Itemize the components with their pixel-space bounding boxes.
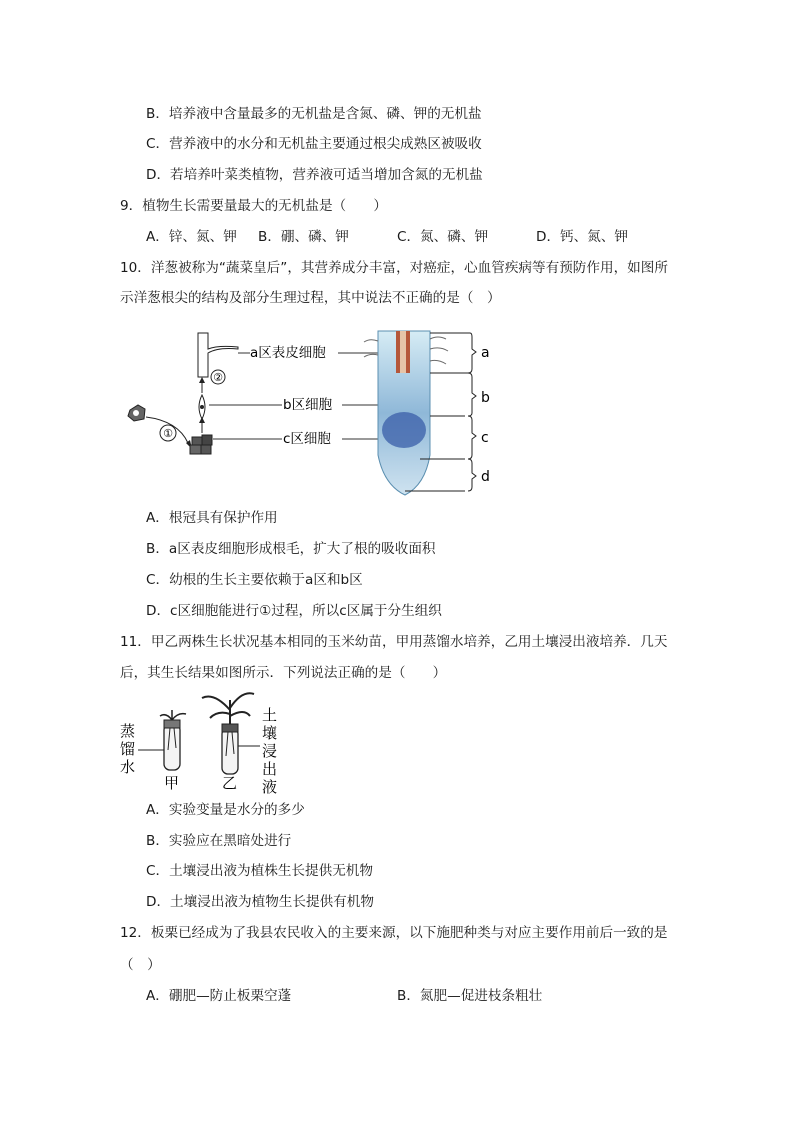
q8-option-c: C．营养液中的水分和无机盐主要通过根尖成熟区被吸收 <box>146 136 482 152</box>
q8-option-d: D．若培养叶菜类植物，营养液可适当增加含氮的无机盐 <box>146 167 483 183</box>
q9-stem: 9．植物生长需要量最大的无机盐是（ ） <box>120 198 387 214</box>
large-seedling-icon <box>202 693 254 724</box>
q10-stem-line2: 示洋葱根尖的结构及部分生理过程，其中说法不正确的是（ ） <box>120 290 501 306</box>
q11-stem-line2: 后，其生长结果如图所示．下列说法正确的是（ ） <box>120 665 447 681</box>
left-label-char-2: 馏 <box>120 740 136 758</box>
c-cell-label: c区细胞 <box>283 431 331 447</box>
circle-1-label: ① <box>163 427 173 440</box>
right-label-char-3: 浸 <box>262 742 278 760</box>
dividing-cells-icon <box>190 435 212 454</box>
q11-option-d: D．土壤浸出液为植物生长提供有机物 <box>146 894 374 910</box>
zone-d-label: d <box>481 469 490 485</box>
seedling-figure <box>114 690 304 794</box>
tube-jia <box>164 724 180 770</box>
single-cell-icon <box>128 405 145 421</box>
q12-option-a: A．硼肥—防止板栗空蓬 <box>146 988 292 1004</box>
q9-option-a: A．锌、氮、钾 <box>146 229 237 245</box>
yi-label: 乙 <box>222 774 238 792</box>
jia-label: 甲 <box>164 774 180 792</box>
left-label-char-1: 蒸 <box>120 722 136 740</box>
right-label-char-2: 壤 <box>262 724 278 742</box>
circle-2-label: ② <box>213 371 223 384</box>
q9-option-d: D．钙、氮、钾 <box>536 229 629 245</box>
zone-a-label: a <box>481 345 490 361</box>
q10-option-d: D．c区细胞能进行①过程，所以c区属于分生组织 <box>146 603 442 619</box>
q9-option-b: B．硼、磷、钾 <box>258 229 349 245</box>
small-seedling-icon <box>160 710 186 720</box>
meristem-zone <box>382 412 426 448</box>
root-tip-figure <box>120 325 510 500</box>
q11-option-a: A．实验变量是水分的多少 <box>146 802 305 818</box>
b-cell-label: b区细胞 <box>283 397 333 413</box>
a-cell-label: a区表皮细胞 <box>250 345 326 361</box>
q10-option-b: B．a区表皮细胞形成根毛，扩大了根的吸收面积 <box>146 541 436 557</box>
q11-stem-line1: 11．甲乙两株生长状况基本相同的玉米幼苗，甲用蒸馏水培养，乙用土壤浸出液培养．几天 <box>120 634 668 650</box>
q11-option-c: C．土壤浸出液为植株生长提供无机物 <box>146 863 373 879</box>
q12-stem-line1: 12．板栗已经成为了我县农民收入的主要来源，以下施肥种类与对应主要作用前后一致的是 <box>120 925 668 941</box>
q10-option-c: C．幼根的生长主要依赖于a区和b区 <box>146 572 363 588</box>
tube-yi <box>222 728 238 774</box>
q9-option-c: C．氮、磷、钾 <box>397 229 489 245</box>
q10-stem-line1: 10．洋葱被称为“蔬菜皇后”，其营养成分丰富，对癌症，心血管疾病等有预防作用，如图所 <box>120 260 668 276</box>
q8-option-b: B．培养液中含量最多的无机盐是含氮、磷、钾的无机盐 <box>146 106 482 122</box>
zone-c-label: c <box>481 430 489 446</box>
right-label-char-4: 出 <box>262 760 278 778</box>
tube-yi-cap <box>222 724 238 732</box>
q10-option-a: A．根冠具有保护作用 <box>146 510 278 526</box>
q12-stem-line2: （ ） <box>120 957 161 973</box>
zone-b-label: b <box>481 390 490 406</box>
q12-option-b: B．氮肥—促进枝条粗壮 <box>397 988 543 1004</box>
q11-option-b: B．实验应在黑暗处进行 <box>146 833 292 849</box>
right-label-char-1: 土 <box>262 706 278 724</box>
left-label-char-3: 水 <box>120 758 136 776</box>
tube-jia-cap <box>164 720 180 728</box>
right-label-char-5: 液 <box>262 778 278 794</box>
